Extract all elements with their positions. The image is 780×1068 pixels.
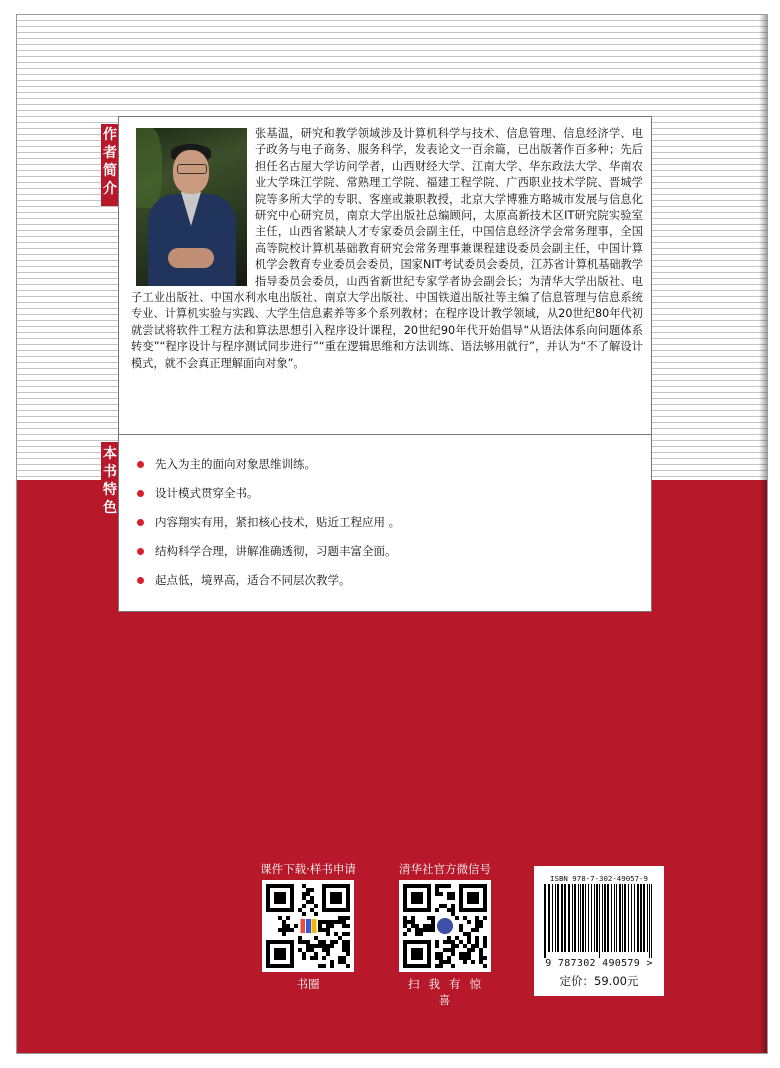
courseware-qr-block [256, 862, 360, 992]
qr-caption: 扫我有惊喜 [408, 977, 490, 1007]
author-bio-text: 张基温，研究和教学领域涉及计算机科学与技术、信息管理、信息经济学、电子政务与电子商务、服务科学，发表论文一百余篇，已出版著作百多种；先后担任名古屋大学访问学者，山西财经大学、江南大学、华东政法大学、华南农业大学珠江学院、常熟理工学院、福建工程学院、广西职业技术学院、晋城学院等多所大学的专职、客座或兼职教授，北京大学博雅方略城市发展与信息化研究中心研究员，南京大学出版社总编顾问，太原高新技术区IT研究院实验室主任，山西省紧缺人才专家委员会副主任，中国信息经济学会常务理事，全国高等院校计算机基础教育研究会常务理事兼课程建设委员会副主任，中国计算机学会教育专业委员会委员，国家NIT考试委员会委员，江苏省计算机基础教学指导委员会委员，山西省新世纪专家学者协会副会长；为清华大学出版社、电子工业出版社、中国水利水电出版社、南京大学出版社、中国铁道出版社等主编了信息管理与信息系统专业、计算机实验与实践、大学生信息素养等多个系列教材；在程序设计教学领域，从20世纪80年代初就尝试将软件工程方法和算法思想引入程序设计课程，20世纪90年代开始倡导“从语法体系向问题体系转变”“程序设计与程序测试同步进行”“重在逻辑思维和方法训练、语法够用就行”，并认为“不了解设计模式，就不会真正理解面向对象”。 [131, 127, 643, 370]
author-intro-panel [118, 116, 652, 437]
feature-list [137, 450, 400, 595]
barcode-bars [544, 884, 654, 958]
feature-item: 内容翔实有用，紧扣核心技术，贴近工程应用 。 [137, 508, 400, 537]
bullet-icon [137, 490, 144, 497]
book-features-panel [118, 434, 652, 612]
tab-char: 色 [103, 500, 117, 516]
bullet-icon [137, 548, 144, 555]
qr-title: 清华社官方微信号 [399, 862, 491, 876]
feature-item: 结构科学合理，讲解准确透彻，习题丰富全面。 [137, 537, 400, 566]
qr-title: 课件下载·样书申请 [260, 862, 356, 876]
tab-char: 者 [103, 145, 117, 161]
spine-shadow [759, 15, 767, 1053]
author-bio [131, 126, 643, 372]
book-features-tab [101, 442, 119, 527]
qr-code-icon[interactable] [262, 880, 354, 972]
feature-item: 设计模式贯穿全书。 [137, 479, 400, 508]
qr-code-icon[interactable] [399, 880, 491, 972]
isbn-text: ISBN 978-7-302-49057-9 [550, 874, 648, 883]
tab-char: 作 [103, 127, 117, 143]
tab-char: 特 [103, 482, 117, 498]
bullet-icon [137, 519, 144, 526]
isbn-digits: 9 787302 490579 > [545, 958, 653, 969]
tab-char: 本 [103, 446, 117, 462]
isbn-barcode [534, 866, 664, 996]
bullet-icon [137, 577, 144, 584]
author-intro-tab [101, 124, 119, 206]
tab-char: 介 [103, 181, 117, 197]
tab-char: 书 [103, 464, 117, 480]
bullet-icon [137, 461, 144, 468]
price-label: 定价：59.00元 [559, 974, 639, 988]
feature-item: 起点低，境界高，适合不同层次教学。 [137, 566, 400, 595]
qr-caption: 书圈 [296, 977, 320, 991]
tab-char: 简 [103, 163, 117, 179]
wechat-qr-block [393, 862, 497, 1008]
feature-item: 先入为主的面向对象思维训练。 [137, 450, 400, 479]
